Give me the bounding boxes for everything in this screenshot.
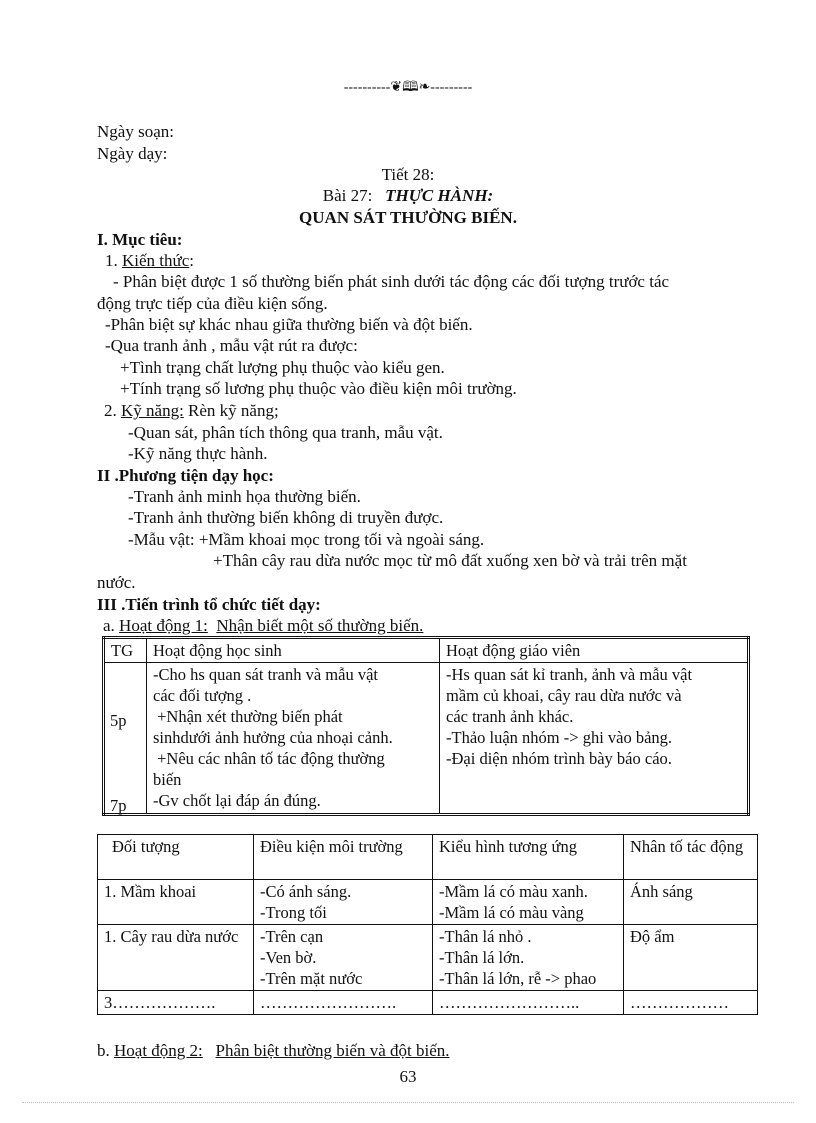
table-cell: -Mầm lá có màu xanh. -Mầm lá có màu vàng [433,880,624,925]
kien-thuc-label: Kiến thức [122,251,190,270]
table-header-cell: Đối tượng [98,835,254,880]
table-cell: -Thân lá nhỏ . -Thân lá lớn. -Thân lá lớn, rễ -> phao [433,925,624,991]
materials-line: nước. [97,573,136,592]
section-3-heading: III .Tiến trình tổ chức tiết dạy: [97,595,321,614]
objective-line: +Tình trạng chất lượng phụ thuộc vào kiểu gen. [120,358,445,377]
table-header-cell: Điều kiện môi trường [254,835,433,880]
teacher-line: -Hs quan sát kỉ tranh, ảnh và mẫu vật [446,665,693,684]
table-row [98,925,758,991]
table-cell: -Có ánh sáng. -Trong tối [254,880,433,925]
student-line: các đối tượng . [153,686,252,705]
activity-2-heading [97,1041,450,1061]
ky-nang-heading [104,401,279,421]
student-line: -Gv chốt lại đáp án đúng. [153,791,321,810]
table-header-cell: Hoạt động học sinh [147,638,440,663]
activity-1-prefix: a. [103,616,115,635]
table-cell: -Trên cạn -Ven bờ. -Trên mặt nước [254,925,433,991]
objective-line: động trực tiếp của điều kiện sống. [97,294,328,313]
ky-nang-number: 2. [104,401,117,420]
ky-nang-label: Kỹ năng: [121,401,184,420]
student-line: -Cho hs quan sát tranh và mẫu vật [153,665,378,684]
section-2-heading: II .Phương tiện dạy học: [97,466,274,485]
materials-line: -Mẫu vật: +Mầm khoai mọc trong tối và ngoài sáng. [128,530,485,549]
student-line: sinhdưới ảnh hưởng của nhoại cảnh. [153,728,393,747]
section-1-heading: I. Mục tiêu: [97,230,183,249]
table-header-cell: Kiểu hình tương ứng [433,835,624,880]
ky-nang-text: Rèn kỹ năng; [183,401,279,420]
table-cell: 1. Mầm khoai [98,880,254,925]
lesson-title [0,186,816,206]
activity-2-prefix: b. [97,1041,110,1060]
table-cell: 3………………. [98,991,254,1015]
header-ornament: ----------❦🕮❧--------- [343,80,473,95]
table-header-row [104,638,749,663]
teacher-line: các tranh ảnh khác. [446,707,574,726]
teacher-line: mầm củ khoai, cây rau dừa nước và [446,686,682,705]
table-row [104,663,749,815]
activity-1-label: Hoạt động 1: [119,616,208,635]
materials-line: -Tranh ảnh minh họa thường biến. [128,487,361,506]
activity-2-label: Hoạt động 2: [114,1041,203,1060]
objective-line: -Phân biệt sự khác nhau giữa thường biến và đột biến. [105,315,473,334]
table-cell: …………………….. [433,991,624,1015]
footer-divider [22,1102,794,1103]
table-row [98,991,758,1015]
lesson-number: Bài 27: [322,186,373,205]
materials-line: -Tranh ảnh thường biến không di truyền được. [128,508,444,527]
ngay-day-label: Ngày dạy: [97,144,168,163]
student-line: +Nêu các nhân tố tác động thường [153,749,385,768]
lesson-subtitle: QUAN SÁT THƯỜNG BIẾN. [299,208,517,227]
materials-line: +Thân cây rau dừa nước mọc từ mô đất xuống xen bờ và trải trên mặt [213,551,687,570]
kien-thuc-heading [105,251,194,271]
table-cell: Ánh sáng [624,880,758,925]
teacher-line: -Thảo luận nhóm -> ghi vào bảng. [446,728,673,747]
student-activity-cell [147,663,440,815]
time-value: 5p [110,711,127,730]
time-cell [104,663,147,815]
activity-1-table [102,636,750,816]
kien-thuc-number: 1. [105,251,118,270]
table-cell: ……………………. [254,991,433,1015]
table-cell: Độ ẩm [624,925,758,991]
table-header-cell: Nhân tố tác động [624,835,758,880]
kien-thuc-colon: : [189,251,195,270]
objective-line: - Phân biệt được 1 số thường biến phát sinh dưới tác động các đối tượng trước tác [113,272,670,291]
skill-line: -Quan sát, phân tích thông qua tranh, mẫu vật. [128,423,443,442]
teacher-activity-cell [440,663,749,815]
objective-line: -Qua tranh ảnh , mẫu vật rút ra được: [105,336,358,355]
activity-2-title: Phân biệt thường biến và đột biến. [215,1041,450,1060]
teacher-line: -Đại diện nhóm trình bày báo cáo. [446,749,672,768]
page-number: 63 [399,1067,417,1086]
lesson-title-text: THỰC HÀNH: [385,186,494,205]
ngay-soan-label: Ngày soạn: [97,122,174,141]
table-cell: ……………… [624,991,758,1015]
activity-1-heading [103,616,423,636]
skill-line: -Kỹ năng thực hành. [128,444,268,463]
table-row [98,880,758,925]
table-header-cell: Hoạt động giáo viên [440,638,749,663]
table-cell: 1. Cây rau dừa nước [98,925,254,991]
table-header-cell: TG [104,638,147,663]
activity-1-title: Nhận biết một số thường biến. [216,616,424,635]
objective-line: +Tính trạng số lương phụ thuộc vào điều kiện môi trường. [120,379,517,398]
table-header-row [98,835,758,880]
time-value: 7p [110,796,127,815]
student-line: biến [153,770,182,789]
lesson-period: Tiết 28: [381,165,435,184]
student-line: +Nhận xét thường biến phát [153,707,343,726]
observation-table [97,834,758,1015]
